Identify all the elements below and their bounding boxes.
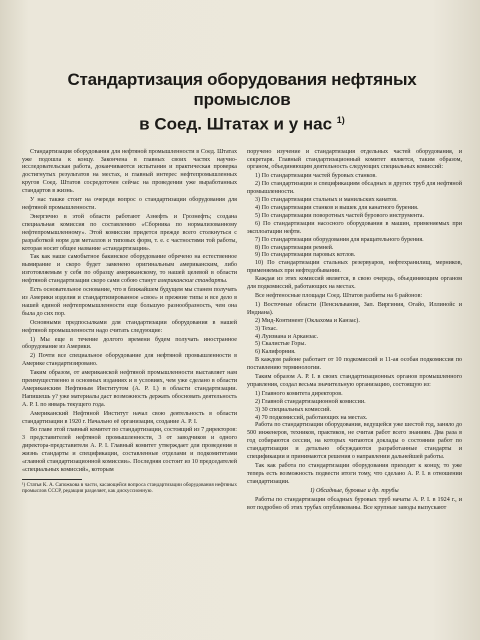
list-item: 3) По стандартизации стальных и манильских канатов. bbox=[255, 197, 398, 204]
list-item: 8) По стандартизации ремней. bbox=[255, 244, 334, 251]
right-column bbox=[247, 149, 462, 514]
left-paragraph-3: Энергично в этой области работают Азнефть и Грознефть; создана специальная комиссия по составлению «Сборника по нормализованному нефтепромышленному». Этой комиссии придется прежде всего столкнуться с разработкой норм для металлов и типовых форм, т. е. с частностями той работы, которая носит общее название «стандартизация». bbox=[22, 213, 237, 252]
list-item: 10) По стандартизации стальных резервуаров, нефтехранилищ, мерников, применяемых при нефтедобывании. bbox=[247, 260, 462, 275]
section-subheading: I) Обсадные, буровые и др. трубы bbox=[310, 487, 399, 494]
list-item: 2) Главной стандартизационной комиссии. bbox=[255, 398, 366, 405]
list-item: 5) Скалистые Горы. bbox=[255, 341, 306, 348]
left-paragraph-10: Американский Нефтяной Институт начал свою деятельность в области стандартизации в 1920 г. Начально её организация, создание A. P. I. bbox=[22, 410, 237, 425]
left-paragraph-8: 2) Почти все специальное оборудование для нефтяной промышленности в Америке стандартизировано. bbox=[22, 353, 237, 368]
left-paragraph-9: Таким образом, от американской нефтяной промышленности выставляет нам преимущественно в основных изданиях и в условиях, чем уже сделано в области Американским Нефтяным Институтом (A. P. I.) в области стандартизации. Напишешь y? уже материалы даст возможность держать обосновать деятельность A. P. I. по январь текущего года. bbox=[22, 370, 237, 408]
left-paragraph-4-italic: американские стандарты. bbox=[157, 278, 228, 285]
list-item: 6) Калифорния. bbox=[255, 349, 296, 356]
list-item: 4) 70 подкомиссий, работающих на местах. bbox=[255, 414, 368, 421]
title-footnote-mark: 1) bbox=[336, 115, 345, 125]
commission-list bbox=[247, 173, 462, 276]
list-item: 6) По стандартизации насосного оборудования в машин, применяемых при эксплоатации нефти. bbox=[247, 220, 462, 235]
region-list bbox=[247, 302, 462, 357]
article-title bbox=[22, 70, 462, 135]
right-paragraph-2: Каждая из этих комиссий является, в свою очередь, объединяющим органом для подкомиссий, работающих на местах. bbox=[247, 276, 462, 291]
title-line-1: Стандартизация оборудования нефтяных промыслов bbox=[67, 70, 417, 109]
right-paragraph-4: В каждом районе работает от 10 подкомиссий и 11-ая особая подкомиссия по поставлению терминологии. bbox=[247, 357, 462, 372]
right-paragraph-8: Работы по стандартизации обсадных буровых труб начаты A. P. I. в 1924 г., и вот подробно об этих трубах опубликованы. Все крупные заводы выпускают bbox=[247, 496, 462, 511]
right-paragraph-3: Все нефтеносные площади Соед. Штатов разбиты на 6 районов: bbox=[255, 292, 423, 299]
left-column bbox=[22, 149, 237, 514]
organization-list bbox=[247, 391, 462, 423]
footnote-divider bbox=[22, 479, 82, 480]
left-paragraph-6: Основными предпосылками для стандартизации оборудования в нашей нефтяной промышленности надо считать следующие: bbox=[22, 319, 237, 334]
list-item: 1) Главного комитета директоров. bbox=[255, 390, 343, 397]
list-item: 4) По стандартизации станков и вышек для канатного бурения. bbox=[255, 205, 419, 211]
list-item: 5) По стандартизации поворотных частей бурового инструмента. bbox=[255, 212, 425, 219]
list-item: 2) Мид-Континент (Оклахома и Канзас). bbox=[255, 317, 360, 324]
list-item: 7) По стандартизации оборудования для вращательного бурения. bbox=[255, 236, 424, 243]
footnote: ¹) Статья К. А. Сапожкова в части, касающейся вопроса стандартизации оборудования нефтяных промыслов СССР, редакция разделяет, как дискуссионную. bbox=[22, 481, 237, 495]
title-line-2 bbox=[22, 110, 462, 135]
right-paragraph-1: поручено изучение и стандартизация отдельных частей оборудования, и секретаря. Главный стандартизационный комитет является, таким образом, органом, объединяющим деятельность следующих специальных комиссий: bbox=[247, 148, 462, 171]
left-paragraph-4-text: Так как наше самобытное бакинское оборудование обречено на естественное вымирание и скоро будет заменено оригинальным американским, либо изготовляемым у себя по образцу американскому, то нашей целевой в области нефтяной стандартизации скоро сами собою станут bbox=[22, 254, 237, 285]
list-item: 1) По стандартизации частей буровых станков. bbox=[255, 173, 377, 180]
right-paragraph-6: Работа по стандартизации оборудования, ведущейся уже шестой год, заняло до 500 инженеров, техников, практиков, не считая работ всего знаниям. Два раза в год собираются сессии, на которых читаются доклады о состоянии работ по стандартизации и детально обсуждаются разработанные стандарты и спецификации и принимаются решения о направлении дальнейшей работы. bbox=[247, 422, 462, 461]
left-paragraph-1: Стандартизация оборудования для нефтяной промышленности в Соед. Штатах уже подошла к концу. Законченa в главных своих частях научно-исследовательская работа, доканчиваются испытания и практическая проверка достигнутых результатов на местах, и главный интерес нефтепромышленных кругов Соед. Штатов сосредоточен сейчас на проведении уже выработанных стандартов в жизнь. bbox=[22, 148, 237, 195]
list-item: 3) 30 специальных комиссий. bbox=[255, 406, 332, 413]
left-paragraph-11: Во главе этой главный комитет по стандартизации, состоящий из 7 директоров: 3 представителей нефтяной промышленности, 3 от заводчиков и одного директора-представителя A. P. I. Главный комитет утверждает для проведения в жизнь стандарты и спецификации, составленные отделами и подкомитетами «главной стандартизационной комиссии». Последняя состоит из 10 председателей «специальных комиссий», которым bbox=[22, 427, 237, 473]
left-paragraph-5: Есть основательное основание, что в ближайшем будущем мы станем получать из Америки изделия и стандартизированное «свое» и прежние типы и все дело в нашей единой нефтепромышленности еще большую разнообразность, чем она была до сих пор. bbox=[22, 287, 237, 317]
title-line-2-text: в Соед. Штатах и у нас bbox=[139, 114, 333, 134]
left-paragraph-4 bbox=[22, 254, 237, 286]
left-paragraph-2: У нас также стоит на очереди вопрос о стандартизации оборудования для нефтяной промышленности. bbox=[22, 197, 237, 211]
list-item: 2) По стандартизации и спецификациям обсадных и других труб для нефтяной промышленности. bbox=[247, 181, 462, 196]
list-item: 4) Луизиана и Арканзас. bbox=[255, 333, 319, 340]
list-item: 1) Восточные области (Пенсильвания, Зап. Виргиния, Огайо, Иллинойс и Индиана). bbox=[247, 301, 462, 316]
left-paragraph-7: 1) Мы еще в течение долгого времени будем получать иностранное оборудование из Америки. bbox=[22, 336, 237, 351]
list-item: 3) Техас. bbox=[255, 325, 278, 332]
right-paragraph-5: Таким образом A. P. I. в своих стандартизационных органов промышленного управления, создал весьма значительную организацию, состоящую из: bbox=[247, 374, 462, 388]
list-item: 9) По стандартизации паровых котлов. bbox=[255, 252, 356, 259]
right-paragraph-7: Так как работа по стандартизации оборудования приходит к концу, то уже теперь есть возможность подвести итоги тому, что сделано A. P. I. в отношении стандартизации. bbox=[247, 463, 462, 485]
article-columns bbox=[22, 149, 462, 514]
